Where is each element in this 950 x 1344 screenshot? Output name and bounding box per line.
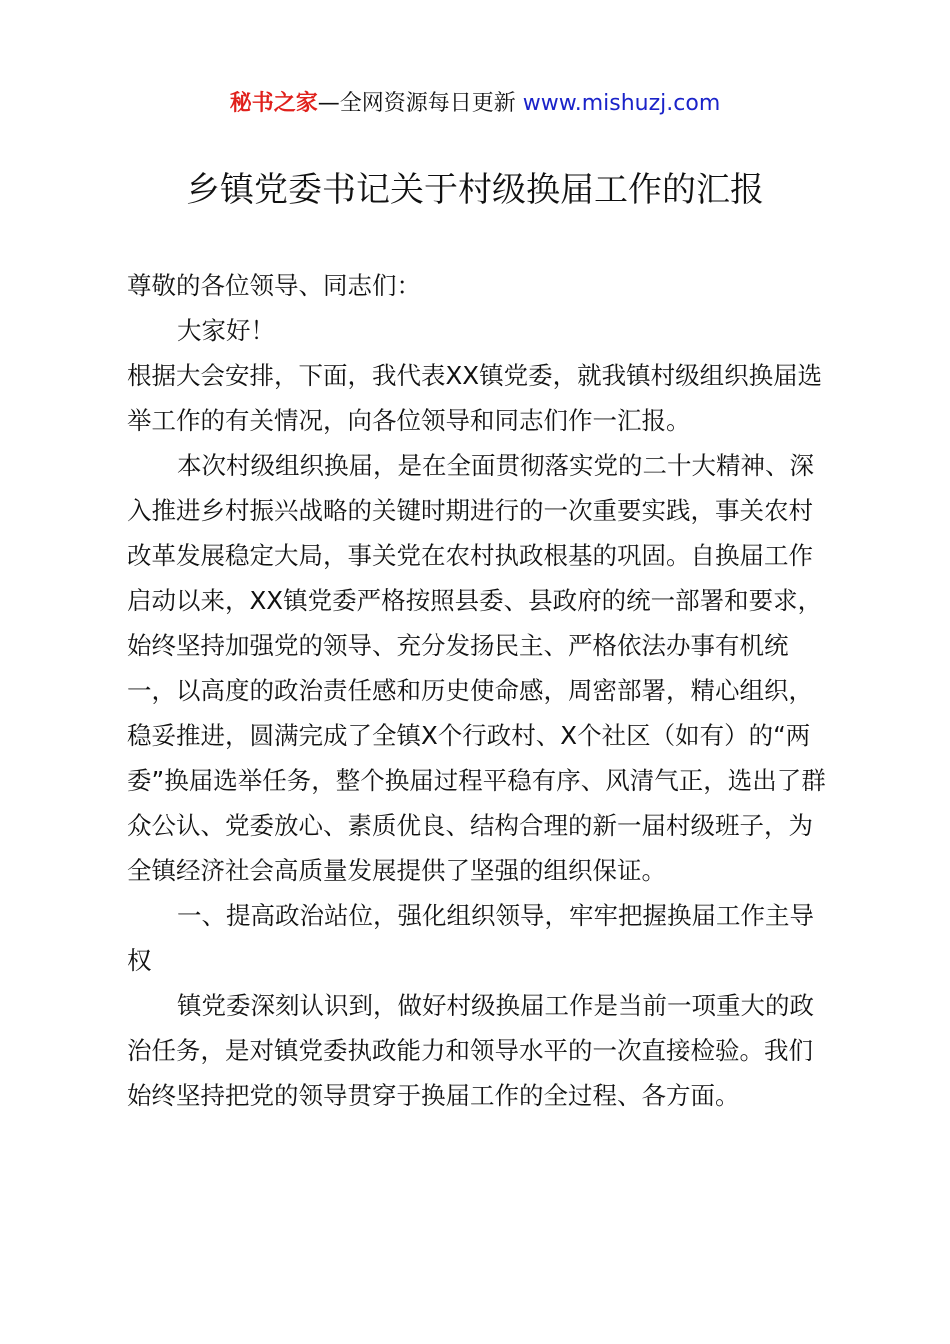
paragraph-overview: 本次村级组织换届，是在全面贯彻落实党的二十大精神、深入推进乡村振兴战略的关键时期进行的一次重要实践，事关农村改革发展稳定大局，事关党在农村执政根基的巩固。自换届工作启动以来，XX镇党委严格按照县委、县政府的统一部署和要求，始终坚持加强党的领导、充分发扬民主、严格依法办事有机统一，以高度的政治责任感和历史使命感，周密部署，精心组织，稳妥推进，圆满完成了全镇X个行政村、X个社区（如有）的“两委”换届选举任务，整个换届过程平稳有序、风清气正，选出了群众公认、党委放心、素质优良、结构合理的新一届村级班子，为全镇经济社会高质量发展提供了坚强的组织保证。 bbox=[127, 451, 826, 885]
document-body bbox=[127, 263, 835, 1118]
document-title: 乡镇党委书记关于村级换届工作的汇报 bbox=[186, 170, 764, 210]
site-url-link[interactable]: www.mishuzj.com bbox=[522, 91, 721, 116]
greeting: 大家好！ bbox=[177, 316, 275, 345]
site-brand: 秘书之家 bbox=[229, 91, 318, 116]
site-tagline: —全网资源每日更新 bbox=[317, 91, 516, 116]
section-1-paragraph: 镇党委深刻认识到，做好村级换届工作是当前一项重大的政治任务，是对镇党委执政能力和领导水平的一次直接检验。我们始终坚持把党的领导贯穿于换届工作的全过程、各方面。 bbox=[127, 991, 814, 1110]
salutation: 尊敬的各位领导、同志们： bbox=[127, 271, 421, 300]
section-heading-1: 一、提高政治站位，强化组织领导，牢牢把握换届工作主导权 bbox=[127, 901, 814, 975]
paragraph-intro: 根据大会安排，下面，我代表XX镇党委，就我镇村级组织换届选举工作的有关情况，向各位领导和同志们作一汇报。 bbox=[127, 361, 823, 435]
site-header bbox=[0, 86, 950, 122]
